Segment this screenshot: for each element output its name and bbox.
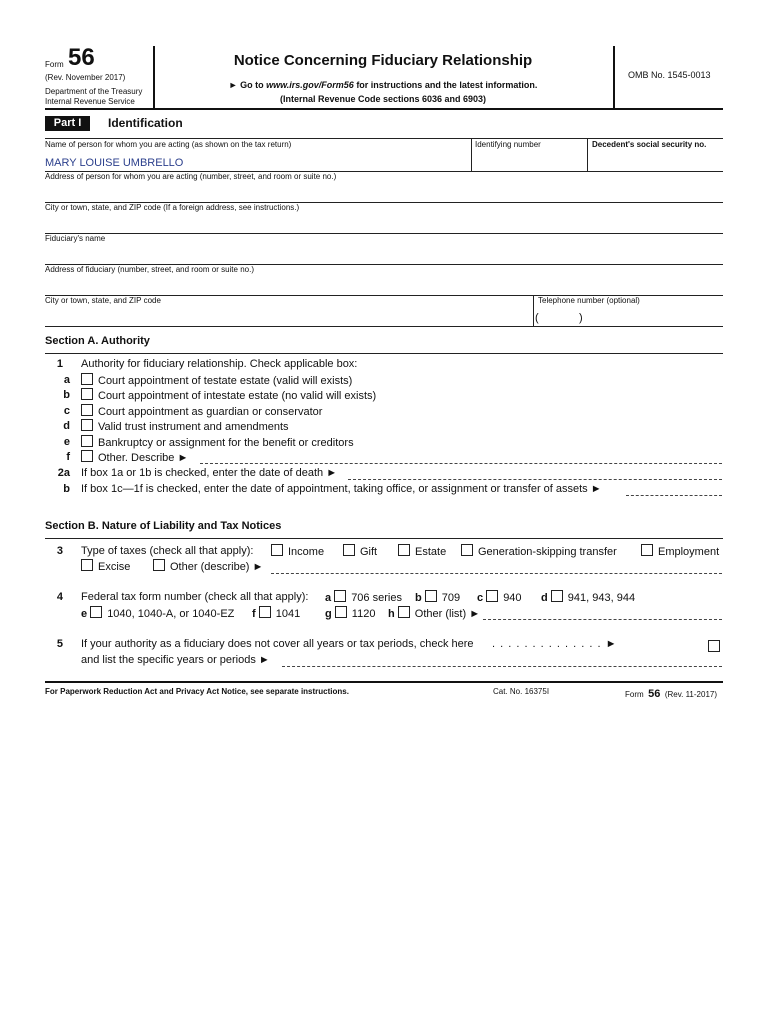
goto-text-a: Go to (240, 80, 267, 90)
form-1040-label: 1040, 1040-A, or 1040-EZ (107, 608, 235, 620)
line-4-number: 4 (56, 591, 63, 603)
line-1f-letter: f (66, 451, 70, 463)
ssn-label: Decedent's social security no. (592, 140, 707, 149)
tax-other-option[interactable] (153, 559, 263, 574)
checkbox-706[interactable] (334, 590, 346, 602)
line-5-text-2: and list the specific years or periods ► (81, 654, 270, 666)
fiduciary-city-field[interactable] (45, 307, 530, 325)
form-941-letter: d (541, 592, 548, 604)
name-label: Name of person for whom you are acting (as shown on the tax return) (45, 140, 292, 149)
form-1120-label: 1120 (351, 608, 376, 620)
line-1-text: Authority for fiduciary relationship. Check applicable box: (81, 358, 358, 370)
tax-income-label: Income (288, 546, 325, 558)
omb-number: OMB No. 1545-0013 (628, 70, 711, 80)
tax-employment-label: Employment (658, 546, 720, 558)
header-rule (45, 108, 723, 110)
telephone-field[interactable] (588, 308, 721, 325)
checkbox-941[interactable] (551, 590, 563, 602)
fiduciary-address-field[interactable] (45, 276, 721, 294)
service-line: Internal Revenue Service (45, 97, 135, 106)
checkbox-partial-periods[interactable] (708, 640, 720, 652)
line-1b-item[interactable] (81, 388, 376, 403)
section-b-rule (45, 538, 723, 539)
row-rule-3 (45, 233, 723, 234)
line-4-text: Federal tax form number (check all that apply): (81, 591, 309, 603)
form-other-label: Other (list) ► (414, 608, 481, 620)
telephone-paren-open: ( (535, 312, 539, 324)
checkbox-1d[interactable] (81, 419, 93, 431)
line-1c-text: Court appointment as guardian or conservator (98, 406, 323, 418)
goto-instructions (153, 79, 613, 91)
city-label: City or town, state, and ZIP code (If a foreign address, see instructions.) (45, 203, 300, 212)
arrow-right-icon: ► (228, 80, 238, 90)
catalog-number: Cat. No. 16375I (493, 687, 550, 696)
form-other-letter: h (388, 608, 395, 620)
form-706-letter: a (325, 592, 332, 604)
tax-other-describe-field[interactable] (271, 573, 722, 574)
footer-form-number: 56 (648, 688, 661, 700)
tax-excise-label: Excise (98, 561, 131, 573)
section-a-rule (45, 353, 723, 354)
date-of-appointment-field[interactable] (626, 495, 722, 496)
checkbox-1f[interactable] (81, 450, 93, 462)
col-divider-3 (533, 295, 534, 326)
line-1e-item[interactable] (81, 435, 354, 450)
fiduciary-name-field[interactable] (45, 245, 721, 263)
form-word: Form (45, 60, 64, 69)
line-1d-letter: d (63, 420, 70, 432)
checkbox-1c[interactable] (81, 404, 93, 416)
telephone-label: Telephone number (optional) (538, 296, 640, 305)
checkbox-1b[interactable] (81, 388, 93, 400)
form-709-label: 709 (441, 592, 461, 604)
checkbox-709[interactable] (425, 590, 437, 602)
line-1e-letter: e (63, 436, 70, 448)
line-1f-describe-field[interactable] (200, 463, 722, 464)
form-1120-letter: g (325, 608, 332, 620)
checkbox-gift[interactable] (343, 544, 355, 556)
part-title: Identification (108, 116, 183, 130)
line-1c-letter: c (63, 405, 70, 417)
tax-gift-label: Gift (360, 546, 378, 558)
tax-estate-label: Estate (415, 546, 447, 558)
header-divider-right (613, 46, 615, 108)
tax-employment-option[interactable] (641, 544, 719, 559)
line-5-text: If your authority as a fiduciary does not cover all years or tax periods, check here (81, 638, 474, 650)
line-1b-text: Court appointment of intestate estate (no valid will exists) (98, 390, 377, 402)
checkbox-1120[interactable] (335, 606, 347, 618)
fiduciary-city-label: City or town, state, and ZIP code (45, 296, 161, 305)
tax-other-label: Other (describe) ► (170, 561, 264, 573)
identifying-number-field[interactable] (476, 152, 586, 170)
years-periods-field[interactable] (282, 666, 722, 667)
line-2b-text: If box 1c—1f is checked, enter the date of appointment, taking office, or assignment or transfer of assets ► (81, 483, 602, 495)
checkbox-1a[interactable] (81, 373, 93, 385)
col-divider-1 (471, 138, 472, 171)
tax-excise-option[interactable] (81, 559, 130, 574)
form-941-label: 941, 943, 944 (567, 592, 636, 604)
line-1e-text: Bankruptcy or assignment for the benefit or creditors (98, 437, 354, 449)
paperwork-notice: For Paperwork Reduction Act and Privacy Act Notice, see separate instructions. (45, 687, 349, 696)
goto-text-b: for instructions and the latest information. (353, 80, 538, 90)
form-1041-letter: f (252, 608, 256, 620)
form-940-label: 940 (503, 592, 522, 604)
tax-income-option[interactable] (271, 544, 324, 559)
form-1040-letter: e (81, 608, 88, 620)
checkbox-gst[interactable] (461, 544, 473, 556)
tax-estate-option[interactable] (398, 544, 446, 559)
form-940-letter: c (477, 592, 484, 604)
footer-form-word: Form (625, 690, 644, 699)
line-5-leader: . . . . . . . . . . . . . . ► (492, 638, 618, 650)
line-1c-item[interactable] (81, 404, 322, 419)
checkbox-estate[interactable] (398, 544, 410, 556)
line-2a-number: 2a (57, 467, 70, 479)
date-of-death-field[interactable] (348, 479, 722, 480)
city-field[interactable] (45, 214, 721, 232)
checkbox-excise[interactable] (81, 559, 93, 571)
form-709-option[interactable] (415, 590, 460, 605)
line-1d-text: Valid trust instrument and amendments (98, 421, 289, 433)
line-1f-item[interactable] (81, 450, 188, 465)
col-divider-2 (587, 138, 588, 171)
checkbox-1041[interactable] (259, 606, 271, 618)
telephone-paren-close: ) (579, 312, 583, 324)
code-sections: (Internal Revenue Code sections 6036 and 6903) (279, 94, 487, 104)
address-label: Address of person for whom you are acting (number, street, and room or suite no.) (45, 172, 337, 181)
tax-gst-label: Generation-skipping transfer (478, 546, 617, 558)
line-3-text: Type of taxes (check all that apply): (81, 545, 254, 557)
form-1041-label: 1041 (275, 608, 301, 620)
line-1-number: 1 (56, 358, 63, 370)
form-706-label: 706 series (351, 592, 402, 604)
part1-rule (45, 138, 723, 139)
section-a-title: Section A. Authority (45, 335, 150, 347)
line-3-number: 3 (56, 545, 63, 557)
line-1a-letter: a (63, 374, 70, 386)
checkbox-other-tax[interactable] (153, 559, 165, 571)
checkbox-1e[interactable] (81, 435, 93, 447)
form-706-option[interactable] (325, 590, 402, 605)
form-941-option[interactable] (541, 590, 635, 605)
form-940-option[interactable] (477, 590, 522, 605)
line-1d-item[interactable] (81, 419, 289, 434)
footer-rev: (Rev. 11-2017) (664, 690, 717, 699)
form-1040-option[interactable] (81, 606, 234, 621)
form-1041-option[interactable] (252, 606, 300, 621)
form-other-option[interactable] (388, 606, 480, 621)
line-2a-text: If box 1a or 1b is checked, enter the date of death ► (81, 467, 338, 479)
tax-gift-option[interactable] (343, 544, 377, 559)
form-1120-option[interactable] (325, 606, 375, 621)
line-1a-item[interactable] (81, 373, 352, 388)
tax-gst-option[interactable] (461, 544, 617, 559)
revision-date: (Rev. November 2017) (45, 73, 126, 82)
department-line: Department of the Treasury (45, 87, 143, 96)
footer-rule (45, 681, 723, 683)
line-2b-letter: b (63, 483, 70, 495)
checkbox-employment[interactable] (641, 544, 653, 556)
form-709-letter: b (415, 592, 422, 604)
fiduciary-address-label: Address of fiduciary (number, street, and room or suite no.) (45, 265, 254, 274)
footer-form-id (625, 684, 717, 702)
row-rule-6 (45, 326, 723, 327)
ssn-field[interactable] (592, 152, 722, 170)
checkbox-income[interactable] (271, 544, 283, 556)
identifying-number-label: Identifying number (475, 140, 541, 149)
line-1b-letter: b (63, 389, 70, 401)
line-1f-text: Other. Describe ► (98, 452, 189, 464)
name-field[interactable]: MARY LOUISE UMBRELLO (45, 157, 184, 169)
line-5-checkbox-wrap[interactable] (708, 638, 720, 656)
part-label: Part I (45, 116, 90, 131)
form-other-list-field[interactable] (483, 619, 722, 620)
checkbox-940[interactable] (486, 590, 498, 602)
checkbox-1040[interactable] (90, 606, 102, 618)
line-5-number: 5 (56, 638, 63, 650)
form-title: Notice Concerning Fiduciary Relationship (233, 52, 533, 69)
section-b-title: Section B. Nature of Liability and Tax Notices (45, 520, 282, 532)
form-number: 56 (68, 44, 95, 71)
irs-url: www.irs.gov/Form56 (266, 80, 354, 90)
address-field[interactable] (45, 183, 721, 201)
line-1a-text: Court appointment of testate estate (valid will exists) (98, 375, 353, 387)
checkbox-other-form[interactable] (398, 606, 410, 618)
fiduciary-name-label: Fiduciary's name (45, 234, 106, 243)
